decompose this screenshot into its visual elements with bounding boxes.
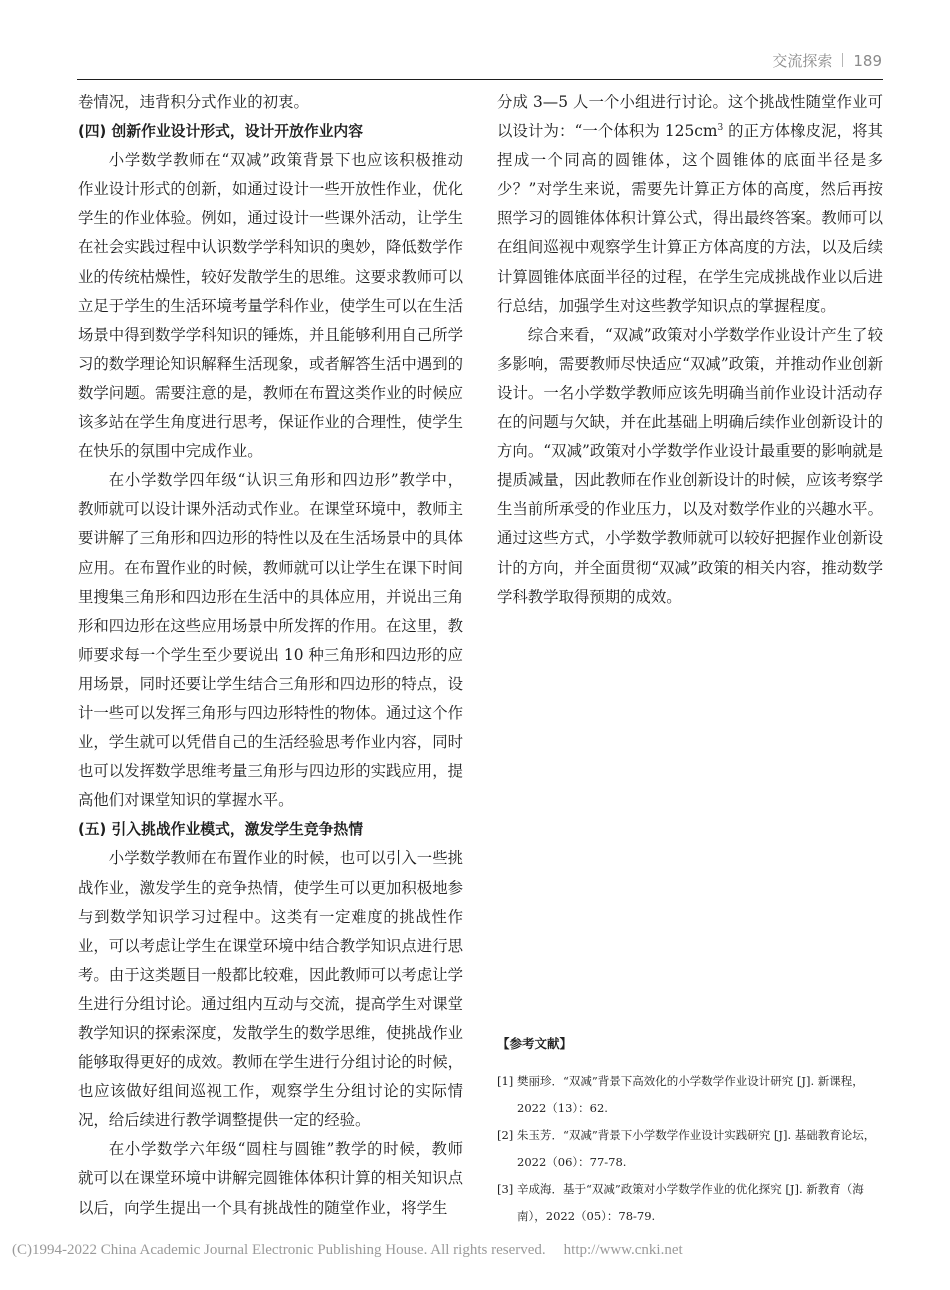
reference-text: 朱玉芳．“双减”背景下小学数学作业设计实践研究 [J]. 基础教育论坛，2022（06）：77-78. [517,1128,876,1169]
section-heading-4: (四) 创新作业设计形式，设计开放作业内容 [78,123,364,141]
reference-item [497,1068,883,1122]
copyright-text: (C)1994-2022 China Academic Journal Electronic Publishing House. All rights reserved. [12,1242,546,1258]
reference-number: [2] [497,1128,514,1142]
header-section-title: 交流探索 [772,52,833,70]
page-number: 189 [853,52,882,70]
text-run: 的正方体橡皮泥，将其捏成一个同高的圆锥体，这个圆锥体的底面半径是多少？”对学生来说，需要先计算正方体的高度，然后再按照学习的圆锥体体积计算公式，得出最终答案。教师可以在组间巡视中观察学生计算正方体高度的方法，以及后续计算圆锥体底面半径的过程，在学生完成挑战作业以后进行总结，加强学生对这些教学知识点的掌握程度。 [497,122,883,315]
text-run: 分成 3—5 人一个小组进行讨论。这个挑战性随堂作业可以设计为：“一个体积为 125cm [497,93,883,141]
paragraph-continuation [497,88,883,321]
paragraph: 综合来看，“双减”政策对小学数学作业设计产生了较多影响，需要教师尽快适应“双减”政策，并推动作业创新设计。一名小学数学教师应该先明确当前作业设计活动存在的问题与欠缺，并在此基础上明确后续作业创新设计的方向。“双减”政策对小学数学作业设计最重要的影响就是提质减量，因此教师在作业创新设计的时候，应该考察学生当前所承受的作业压力，以及对数学作业的兴趣水平。通过这些方式，小学数学教师就可以较好把握作业创新设计的方向，并全面贯彻“双减”政策的相关内容，推动数学学科教学取得预期的成效。 [497,325,883,606]
paragraph-continuation: 卷情况，违背积分式作业的初衷。 [78,93,309,111]
header-divider [842,53,843,67]
reference-item [497,1122,883,1176]
superscript: 3 [717,122,724,133]
copyright-footer [12,1242,942,1259]
paragraph: 在小学数学六年级“圆柱与圆锥”教学的时候，教师就可以在课堂环境中讲解完圆锥体体积计算的相关知识点以后，向学生提出一个具有挑战性的随堂作业，将学生 [78,1140,463,1217]
reference-item [497,1176,883,1230]
right-column [497,88,883,612]
header-rule [77,79,883,80]
paragraph: 小学数学教师在布置作业的时候，也可以引入一些挑战作业，激发学生的竞争热情，使学生可以更加积极地参与到数学知识学习过程中。这类有一定难度的挑战性作业，可以考虑让学生在课堂环境中结合教学知识点进行思考。由于这类题目一般都比较难，因此教师可以考虑让学生进行分组讨论。通过组内互动与交流，提高学生对课堂教学知识的探索深度，发散学生的数学思维，使挑战作业能够取得更好的成效。教师在学生进行分组讨论的时候，也应该做好组间巡视工作，观察学生分组讨论的实际情况，给后续进行教学调整提供一定的经验。 [78,849,463,1130]
paragraph: 小学数学教师在“双减”政策背景下也应该积极推动作业设计形式的创新，如通过设计一些开放性作业，优化学生的作业体验。例如，通过设计一些课外活动，让学生在社会实践过程中认识数学学科知识的奥妙，降低数学作业的传统枯燥性，较好发散学生的思维。这要求教师可以立足于学生的生活环境考量学科作业，使学生可以在生活场景中得到数学学科知识的锤炼，并且能够利用自己所学习的数学理论知识解释生活现象，或者解答生活中遇到的数学问题。需要注意的是，教师在布置这类作业的时候应该多站在学生角度进行思考，保证作业的合理性，使学生在快乐的氛围中完成作业。 [78,151,463,461]
references-section [497,1034,883,1230]
reference-text: 辛成海．基于“双减”政策对小学数学作业的优化探究 [J]. 新教育（海南），2022（05）：78-79. [517,1182,864,1223]
left-column [78,88,463,1223]
reference-number: [1] [497,1074,514,1088]
footer-url: http://www.cnki.net [563,1242,683,1258]
section-heading-5: (五) 引入挑战作业模式，激发学生竞争热情 [78,821,364,839]
reference-text: 樊丽珍．“双减”背景下高效化的小学数学作业设计研究 [J]. 新课程，2022（13）：62. [517,1074,864,1115]
running-header [772,50,882,71]
paragraph: 在小学数学四年级“认识三角形和四边形”教学中，教师就可以设计课外活动式作业。在课堂环境中，教师主要讲解了三角形和四边形的特性以及在生活场景中的具体应用。在布置作业的时候，教师就可以让学生在课下时间里搜集三角形和四边形在生活中的具体应用，并说出三角形和四边形在这些应用场景中所发挥的作用。在这里，教师要求每一个学生至少要说出 10 种三角形和四边形的应用场景，同时还要让学生结合三角形和四边形的特点，设计一些可以发挥三角形与四边形特性的物体。通过这个作业，学生就可以凭借自己的生活经验思考作业内容，同时也可以发挥数学思维考量三角形与四边形的实践应用，提高他们对课堂知识的掌握水平。 [78,471,463,810]
references-title: 【参考文献】 [497,1036,573,1051]
reference-number: [3] [497,1182,514,1196]
